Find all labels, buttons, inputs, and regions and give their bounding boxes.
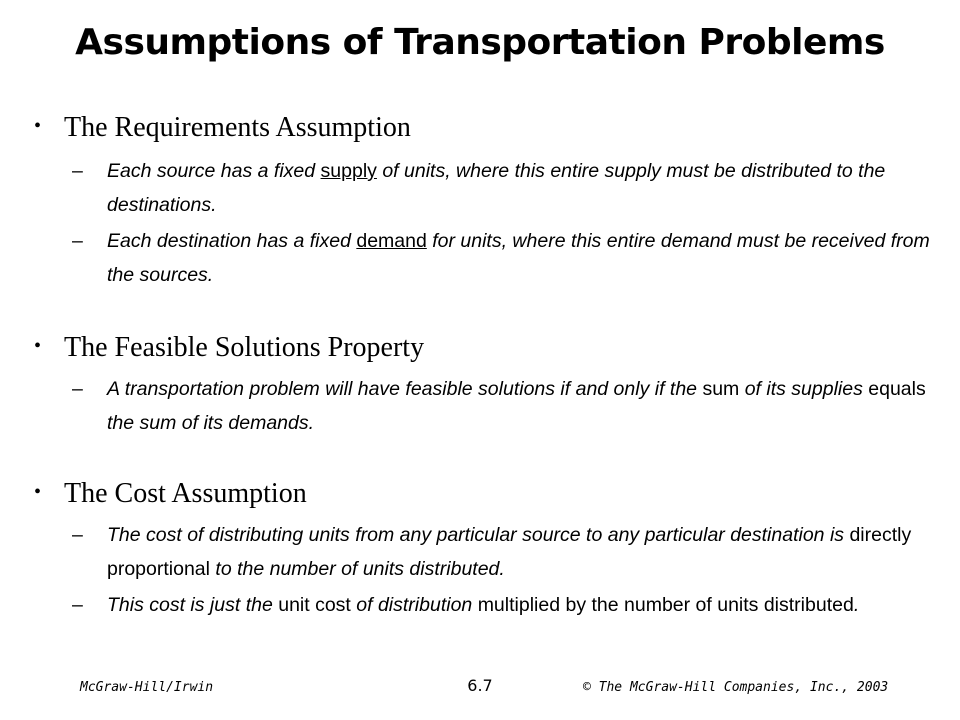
sub-bullet — [72, 372, 942, 440]
text-run: Each destination has a fixed — [107, 230, 357, 252]
text-run: of its supplies — [739, 378, 869, 400]
dash-icon: – — [72, 594, 83, 616]
text-run: supply — [320, 160, 377, 182]
sub-bullet — [72, 588, 942, 622]
dash-icon: – — [72, 160, 83, 182]
text-run: of units, where this entire supply must be distributed to the destinations. — [107, 160, 886, 216]
text-run: the sum of its demands. — [107, 412, 315, 434]
text-run: sum — [702, 378, 740, 400]
bullet-icon: • — [34, 481, 42, 503]
sub-bullet — [72, 224, 942, 292]
text-run: demand — [356, 230, 427, 252]
section-heading-requirements — [34, 112, 411, 144]
text-run: to the number of units distributed. — [209, 558, 505, 580]
section-heading-feasible — [34, 332, 424, 364]
sub-bullet-text — [107, 154, 942, 222]
text-run: Each source has a fixed — [107, 160, 321, 182]
text-run: A transportation problem will have feasible solutions if and only if the — [107, 378, 703, 400]
sub-bullet-text — [107, 224, 942, 292]
slide-title: Assumptions of Transportation Problems — [75, 22, 885, 63]
text-run: . — [853, 594, 860, 616]
page-number: 6.7 — [467, 676, 493, 695]
section-heading-label: The Requirements Assumption — [64, 112, 411, 143]
text-run: The cost of distributing units from any particular source to any particular destination is — [107, 524, 850, 546]
footer-publisher: McGraw-Hill/Irwin — [80, 680, 214, 695]
bullet-icon: • — [34, 115, 42, 137]
sub-bullet-text — [107, 588, 942, 622]
dash-icon: – — [72, 230, 83, 252]
dash-icon: – — [72, 378, 83, 400]
section-heading-cost — [34, 478, 307, 510]
dash-icon: – — [72, 524, 83, 546]
footer-copyright: © The McGraw-Hill Companies, Inc., 2003 — [583, 680, 889, 695]
section-heading-label: The Feasible Solutions Property — [64, 332, 425, 363]
text-run: This cost is just the — [107, 594, 279, 616]
text-run: directly proportional — [107, 524, 912, 580]
sub-bullet — [72, 518, 942, 586]
text-run: equals — [868, 378, 926, 400]
text-run: for units, where this entire demand must be received from the sources. — [107, 230, 930, 286]
sub-bullet-text — [107, 372, 942, 440]
bullet-icon: • — [34, 335, 42, 357]
text-run: of distribution — [350, 594, 478, 616]
sub-bullet-text — [107, 518, 942, 586]
text-run: multiplied by the number of units distributed — [477, 594, 854, 616]
section-heading-label: The Cost Assumption — [64, 478, 307, 509]
text-run: unit cost — [278, 594, 351, 616]
sub-bullet — [72, 154, 942, 222]
